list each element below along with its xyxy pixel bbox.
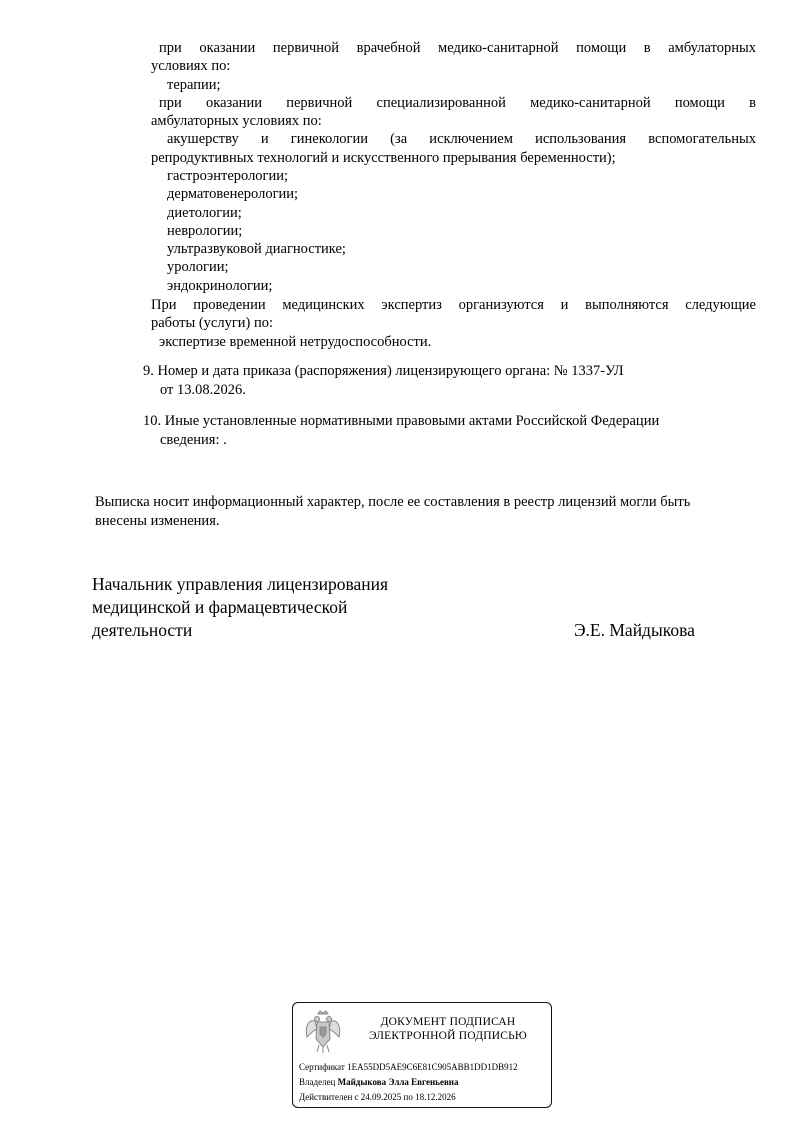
expertise-intro-cont: работы (услуги) по:	[151, 315, 274, 331]
other-info-line: 10. Иные установленные нормативными правовыми актами Российской Федерации	[143, 413, 660, 429]
disclaimer-note-cont: внесены изменения.	[95, 513, 220, 529]
order-date-line: от 13.08.2026.	[160, 382, 246, 398]
expertise-intro: При проведении медицинских экспертиз организуются и выполняются следующие	[151, 297, 756, 313]
disclaimer-note: Выписка носит информационный характер, после ее составления в реестр лицензий могли быть	[95, 494, 691, 510]
signatory-position: Начальник управления лицензирования	[92, 574, 389, 594]
signatory-name: Э.Е. Майдыкова	[574, 620, 695, 640]
owner-row: Владелец Майдыкова Элла Евгеньевна	[299, 1077, 459, 1087]
service-item: неврологии;	[167, 223, 243, 239]
service-item-therapy: терапии;	[167, 77, 221, 93]
specialized-care-intro: при оказании первичной специализированной медико-санитарной помощи в	[159, 95, 756, 111]
signatory-position: медицинской и фармацевтической	[92, 597, 348, 617]
service-item: эндокринологии;	[167, 278, 273, 294]
service-item: дерматовенерологии;	[167, 186, 299, 202]
electronic-signature-stamp	[292, 1002, 552, 1108]
specialized-care-intro-cont: амбулаторных условиях по:	[151, 113, 322, 129]
primary-care-intro-cont: условиях по:	[151, 58, 231, 74]
service-item: гастроэнтерологии;	[167, 168, 289, 184]
service-item: урологии;	[167, 259, 229, 275]
certificate-row: Сертификат 1EA55DD5AE9C6E81C905ABB1DD1DB912	[299, 1062, 518, 1072]
other-info-cont: сведения: .	[160, 432, 227, 448]
coat-of-arms-icon	[303, 1009, 343, 1055]
primary-care-intro: при оказании первичной врачебной медико-санитарной помощи в амбулаторных	[159, 40, 756, 56]
signatory-position: деятельности	[92, 620, 193, 640]
service-item: ультразвуковой диагностике;	[167, 241, 346, 257]
service-item-obstetrics-cont: репродуктивных технологий и искусственного прерывания беременности);	[151, 150, 616, 166]
service-item-obstetrics: акушерству и гинекологии (за исключением использования вспомогательных	[167, 131, 756, 147]
order-number-line: 9. Номер и дата приказа (распоряжения) лицензирующего органа: № 1337-УЛ	[143, 363, 624, 379]
validity-row: Действителен с 24.09.2025 по 18.12.2026	[299, 1092, 456, 1102]
stamp-title: ДОКУМЕНТ ПОДПИСАН ЭЛЕКТРОННОЙ ПОДПИСЬЮ	[369, 1016, 527, 1042]
expertise-item: экспертизе временной нетрудоспособности.	[159, 334, 432, 350]
service-item: диетологии;	[167, 205, 242, 221]
